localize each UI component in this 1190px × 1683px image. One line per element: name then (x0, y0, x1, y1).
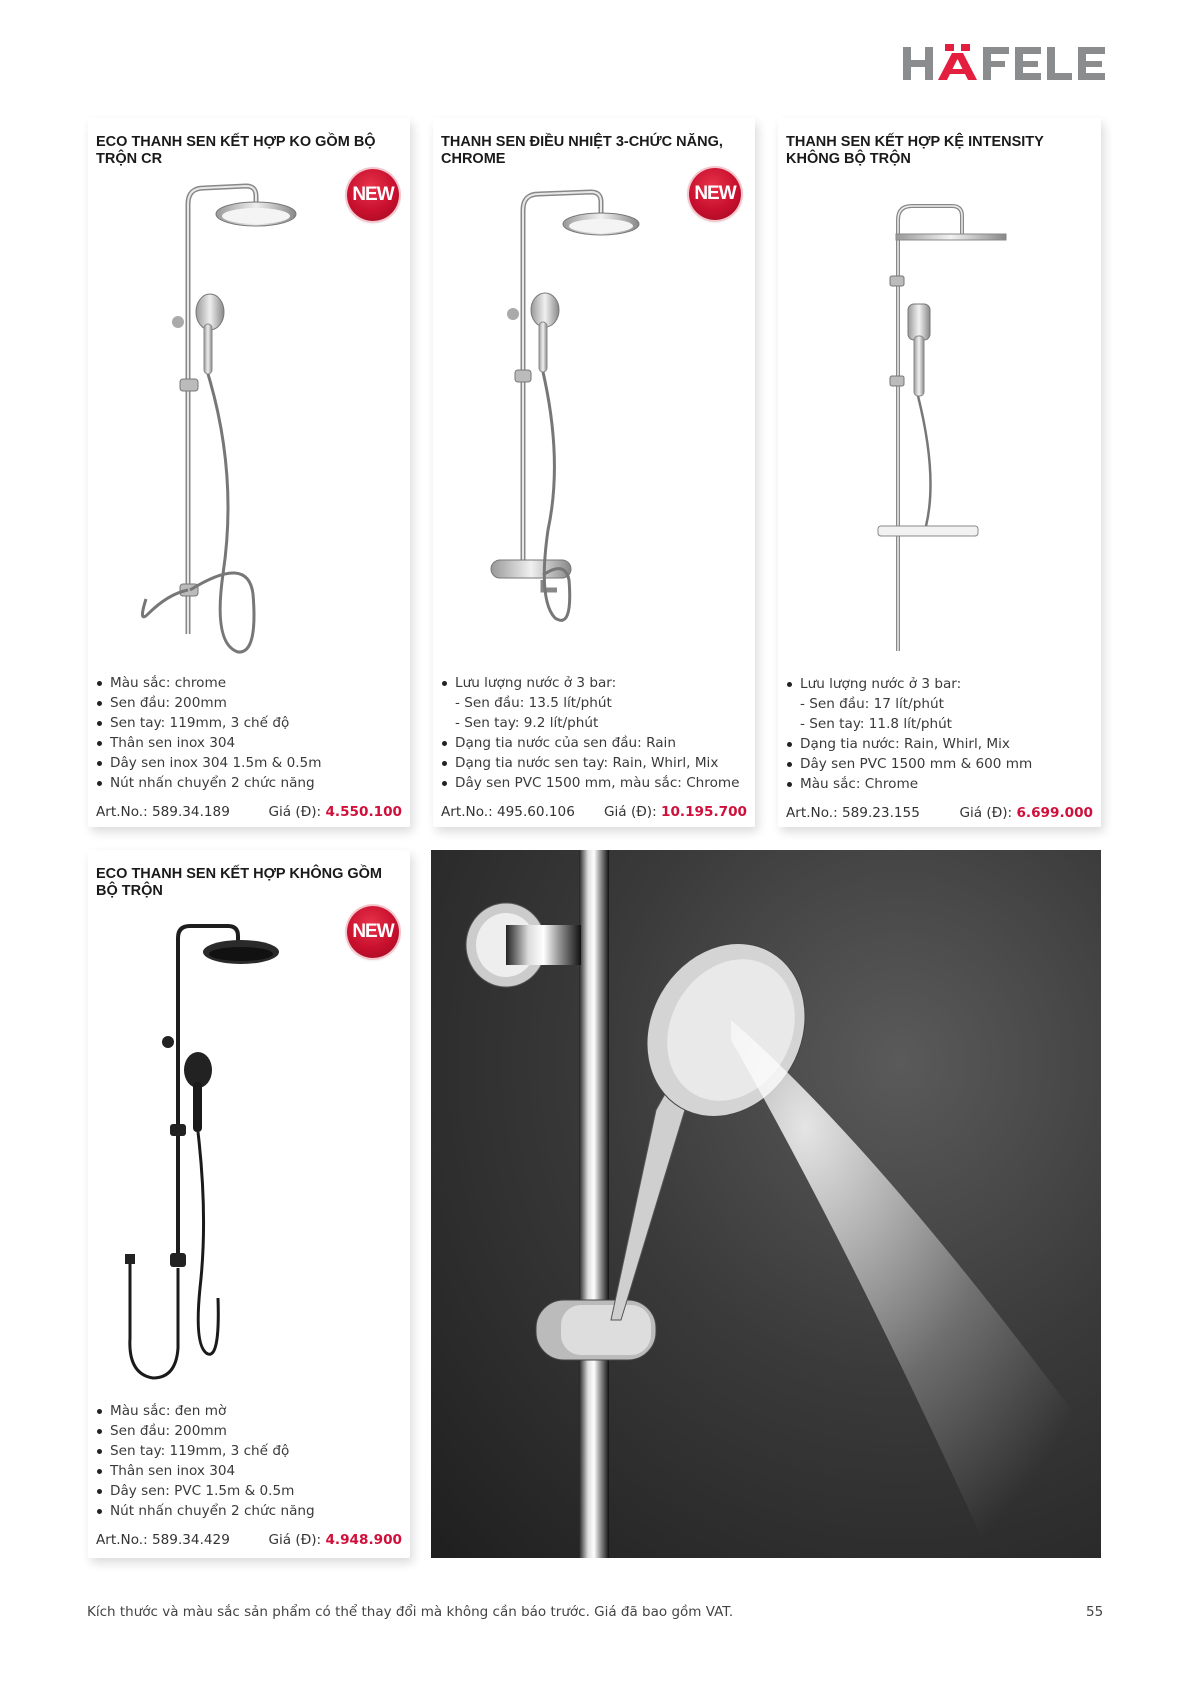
spec-list (786, 674, 1032, 794)
spec-item: Nút nhấn chuyển 2 chức năng (96, 773, 321, 793)
hand-shower-spray-illustration (431, 850, 1101, 1558)
price-label: Giá (Đ): (268, 804, 326, 820)
spec-item: Dạng tia nước của sen đầu: Rain (441, 733, 740, 753)
price-label: Giá (Đ): (603, 804, 661, 820)
new-badge: NEW (347, 906, 399, 958)
price-block (268, 804, 402, 820)
product-card (433, 118, 755, 827)
spec-item: Sen tay: 119mm, 3 chế độ (96, 713, 321, 733)
spec-subitem: - Sen tay: 11.8 lít/phút (800, 716, 953, 732)
art-number: Art.No.: 589.34.189 (96, 804, 230, 820)
product-footer (441, 804, 747, 820)
spec-item: Màu sắc: Chrome (786, 774, 1032, 794)
price-block (268, 1532, 402, 1548)
price-value: 4.550.100 (325, 804, 402, 820)
hand-shower-lifestyle-photo (431, 850, 1101, 1558)
spec-item: Dạng tia nước: Rain, Whirl, Mix (786, 734, 1032, 754)
spec-list (441, 673, 740, 793)
spec-item: Lưu lượng nước ở 3 bar: (441, 673, 740, 693)
shower-set-with-shelf-image (868, 196, 1018, 656)
product-card (88, 850, 410, 1558)
product-footer (786, 805, 1093, 821)
price-label: Giá (Đ): (959, 805, 1017, 821)
spec-item: Sen tay: 119mm, 3 chế độ (96, 1441, 315, 1461)
new-badge: NEW (347, 169, 399, 221)
product-card (778, 118, 1101, 827)
price-value: 4.948.900 (325, 1532, 402, 1548)
spec-subitem: - Sen đầu: 17 lít/phút (800, 696, 944, 712)
product-title: ECO THANH SEN KẾT HỢP KO GỒM BỘ TRỘN CR (96, 134, 376, 167)
spec-item: Dây sen: PVC 1.5m & 0.5m (96, 1481, 315, 1501)
art-number: Art.No.: 589.34.429 (96, 1532, 230, 1548)
art-number: Art.No.: 495.60.106 (441, 804, 575, 820)
spec-subitem: - Sen tay: 9.2 lít/phút (455, 715, 599, 731)
footer-disclaimer: Kích thước và màu sắc sản phẩm có thể thay đổi mà không cần báo trước. Giá đã bao gồm VAT. (87, 1604, 734, 1620)
spec-subitem: - Sen đầu: 13.5 lít/phút (455, 695, 612, 711)
spec-item: Nút nhấn chuyển 2 chức năng (96, 1501, 315, 1521)
shower-set-chrome-image (128, 174, 338, 654)
spec-item: Thân sen inox 304 (96, 733, 321, 753)
price-value: 6.699.000 (1016, 805, 1093, 821)
spec-item: Dây sen PVC 1500 mm, màu sắc: Chrome (441, 773, 740, 793)
new-badge: NEW (689, 168, 741, 220)
spec-list (96, 673, 321, 793)
spec-item: Màu sắc: đen mờ (96, 1401, 315, 1421)
price-value: 10.195.700 (661, 804, 747, 820)
product-footer (96, 1532, 402, 1548)
product-title: ECO THANH SEN KẾT HỢP KHÔNG GỒM BỘ TRỘN (96, 866, 383, 899)
art-number: Art.No.: 589.23.155 (786, 805, 920, 821)
product-card (88, 118, 410, 827)
hafele-logo-graphic (903, 44, 1105, 80)
price-block (959, 805, 1093, 821)
spec-item: Sen đầu: 200mm (96, 693, 321, 713)
price-label: Giá (Đ): (268, 1532, 326, 1548)
page-number: 55 (1086, 1604, 1104, 1620)
spec-item: Lưu lượng nước ở 3 bar: (786, 674, 1032, 694)
spec-item: Màu sắc: chrome (96, 673, 321, 693)
price-block (604, 804, 747, 820)
thermostatic-shower-set-image (473, 180, 683, 640)
spec-item: Thân sen inox 304 (96, 1461, 315, 1481)
hafele-logo (903, 44, 1105, 80)
product-title: THANH SEN ĐIỀU NHIỆT 3-CHỨC NĂNG, CHROME (441, 134, 723, 167)
spec-item: Sen đầu: 200mm (96, 1421, 315, 1441)
spec-list (96, 1401, 315, 1521)
shower-set-black-image (108, 918, 328, 1388)
product-footer (96, 804, 402, 820)
spec-item: Dây sen inox 304 1.5m & 0.5m (96, 753, 321, 773)
spec-item: Dây sen PVC 1500 mm & 600 mm (786, 754, 1032, 774)
product-title: THANH SEN KẾT HỢP KỆ INTENSITY KHÔNG BỘ TRỘN (786, 134, 1044, 167)
spec-item: Dạng tia nước sen tay: Rain, Whirl, Mix (441, 753, 740, 773)
